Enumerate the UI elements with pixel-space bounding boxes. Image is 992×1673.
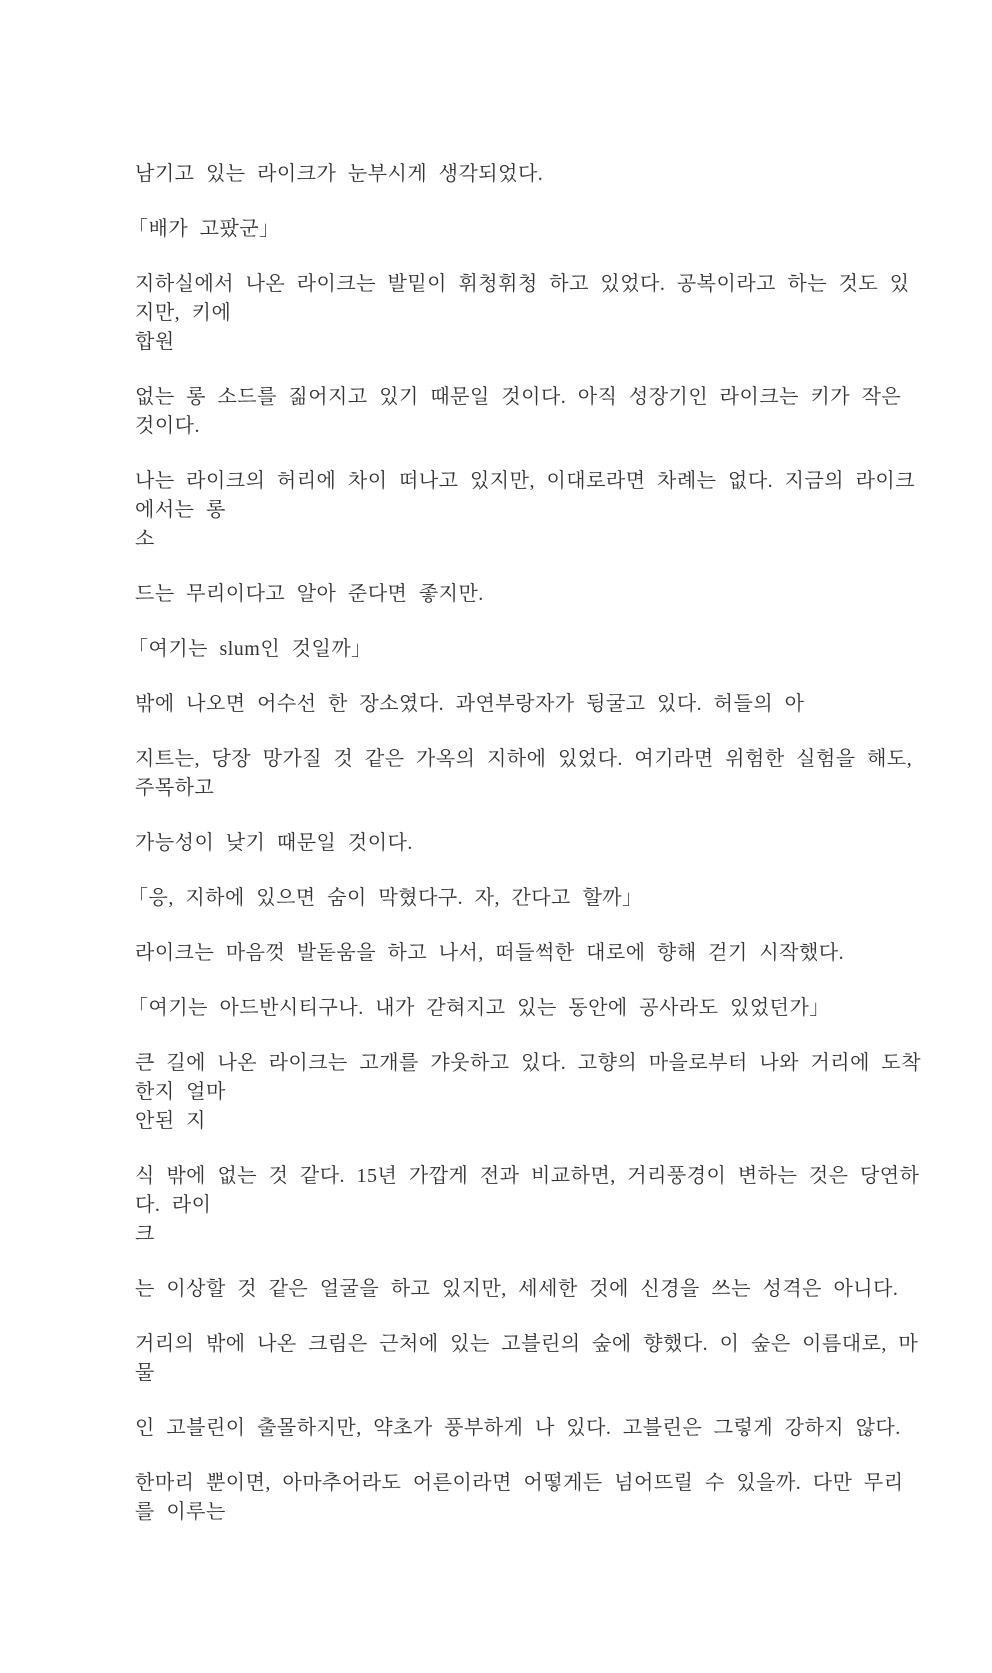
paragraph — [135, 160, 922, 189]
paragraph — [135, 939, 922, 968]
text-line: 한마리 뿐이면, 아마추어라도 어른이라면 어떻게든 넘어뜨릴 수 있을까. 다만 무리를 이루는 — [135, 1472, 904, 1523]
text-line: 「여기는 아드반시티구나. 내가 갇혀지고 있는 동안에 공사라도 있었던가」 — [128, 997, 830, 1019]
paragraph — [135, 1469, 922, 1527]
paragraph — [135, 467, 922, 554]
paragraph — [128, 884, 922, 913]
text-line: 남기고 있는 라이크가 눈부시게 생각되었다. — [135, 163, 544, 185]
text-line: 큰 길에 나온 라이크는 고개를 갸웃하고 있다. 고향의 마을로부터 나와 거리에 도착한지 얼마 — [135, 1052, 922, 1103]
text-line: 소 — [135, 528, 155, 550]
text-line: 밖에 나오면 어수선 한 장소였다. 과연부랑자가 뒹굴고 있다. 허들의 아 — [135, 693, 805, 715]
paragraph — [128, 215, 922, 244]
paragraph — [135, 580, 922, 609]
text-line: 합원 — [135, 331, 175, 353]
paragraph — [135, 1049, 922, 1136]
paragraph — [135, 1162, 922, 1249]
text-line: 크 — [135, 1223, 155, 1245]
paragraph — [135, 690, 922, 719]
text-line: 안된 지 — [135, 1110, 206, 1132]
text-line: 라이크는 마음껏 발돋움을 하고 나서, 떠들썩한 대로에 향해 걷기 시작했다. — [135, 942, 845, 964]
text-line: 「배가 고팠군」 — [128, 218, 280, 240]
paragraph — [135, 745, 922, 803]
paragraph — [135, 383, 922, 441]
paragraph — [128, 994, 922, 1023]
text-line: 지하실에서 나온 라이크는 발밑이 휘청휘청 하고 있었다. 공복이라고 하는 것도 있지만, 키에 — [135, 273, 910, 324]
text-line: 가능성이 낮기 때문일 것이다. — [135, 832, 413, 854]
text-line: 거리의 밖에 나온 크림은 근처에 있는 고블린의 숲에 향했다. 이 숲은 이름대로, 마물 — [135, 1333, 919, 1384]
paragraph — [135, 829, 922, 858]
text-line: 식 밖에 없는 것 같다. 15년 가깝게 전과 비교하면, 거리풍경이 변하는 것은 당연하다. 라이 — [135, 1165, 920, 1216]
paragraph — [128, 635, 922, 664]
text-line: 「여기는 slum인 것일까」 — [128, 638, 372, 660]
text-line: 인 고블린이 출몰하지만, 약초가 풍부하게 나 있다. 고블린은 그렇게 강하지 않다. — [135, 1417, 901, 1439]
text-line: 는 이상할 것 같은 얼굴을 하고 있지만, 세세한 것에 신경을 쓰는 성격은 아니다. — [135, 1278, 899, 1300]
text-line: 없는 롱 소드를 짊어지고 있기 때문일 것이다. 아직 성장기인 라이크는 키가 작은 것이다. — [135, 386, 902, 437]
paragraph — [135, 1414, 922, 1443]
text-line: 「응, 지하에 있으면 숨이 막혔다구. 자, 간다고 할까」 — [128, 887, 643, 909]
text-line: 지트는, 당장 망가질 것 같은 가옥의 지하에 있었다. 여기라면 위험한 실험을 해도, 주목하고 — [135, 748, 913, 799]
text-line: 나는 라이크의 허리에 차이 떠나고 있지만, 이대로라면 차례는 없다. 지금의 라이크에서는 롱 — [135, 470, 916, 521]
paragraph — [135, 1275, 922, 1304]
paragraph — [135, 1330, 922, 1388]
paragraph — [135, 270, 922, 357]
text-line: 드는 무리이다고 알아 준다면 좋지만. — [135, 583, 484, 605]
